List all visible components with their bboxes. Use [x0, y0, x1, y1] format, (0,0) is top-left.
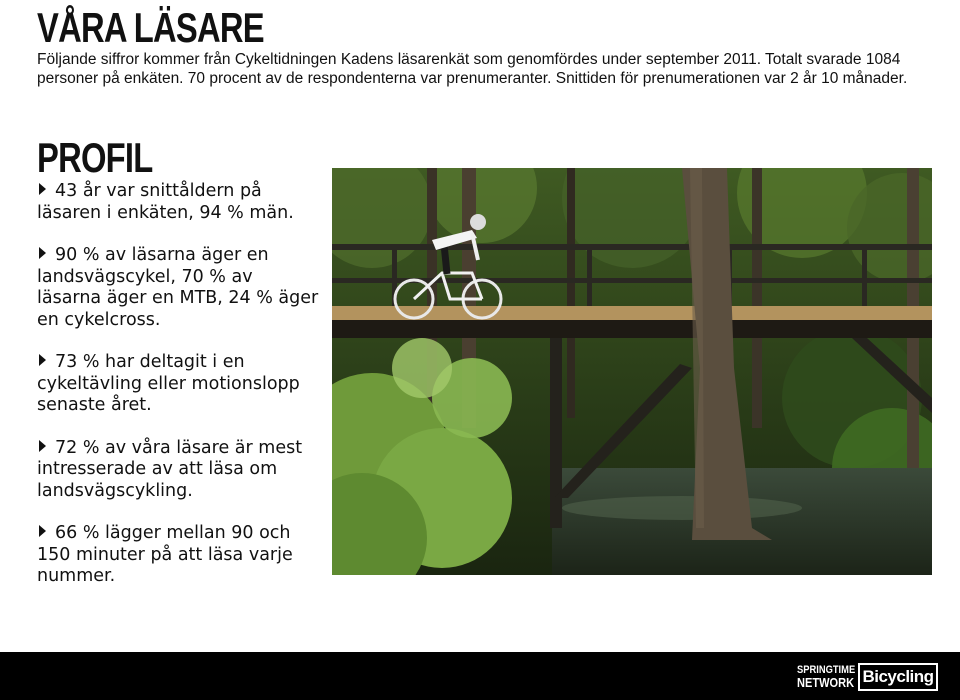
triangle-right-icon	[39, 183, 46, 195]
bicycling-logo: Bicycling	[858, 663, 938, 691]
fact-text: 90 % av läsarna äger en landsvägscykel, 70 % av läsarna äger en MTB, 24 % äger en cykelcross.	[37, 245, 319, 330]
fact-text: 73 % har deltagit i en cykeltävling eller motionslopp senaste året.	[37, 352, 300, 415]
publisher-line-2: NETWORK	[797, 675, 855, 690]
triangle-right-icon	[39, 525, 46, 537]
list-item	[37, 352, 322, 417]
list-item	[37, 181, 322, 224]
fact-text: 66 % lägger mellan 90 och 150 minuter på att läsa varje nummer.	[37, 523, 293, 586]
triangle-right-icon	[39, 354, 46, 366]
intro-paragraph: Följande siffror kommer från Cykeltidningen Kadens läsarenkät som genomfördes under september 2011. Totalt svarade 1084 personer på enkäten. 70 procent av de respondenterna var prenumeranter. Snittiden för prenumerationen var 2 år 10 månader.	[37, 51, 908, 87]
triangle-right-icon	[39, 440, 46, 452]
section-title-profile: PROFIL	[37, 134, 153, 181]
profile-facts-list	[37, 181, 322, 609]
page-title: VÅRA LÄSARE	[37, 4, 264, 51]
list-item	[37, 438, 322, 503]
photo-illustration	[332, 168, 932, 575]
list-item	[37, 245, 322, 331]
list-item	[37, 523, 322, 588]
triangle-right-icon	[39, 247, 46, 259]
fact-text: 72 % av våra läsare är mest intresserade av att läsa om landsvägscykling.	[37, 437, 303, 501]
springtime-network-logo	[797, 664, 855, 690]
cyclist-bridge-photo	[332, 168, 932, 575]
publisher-line-1: SPRINGTIME	[797, 664, 856, 676]
footer-bar	[0, 652, 960, 700]
fact-text: 43 år var snittåldern på läsaren i enkäten, 94 % män.	[37, 181, 294, 223]
